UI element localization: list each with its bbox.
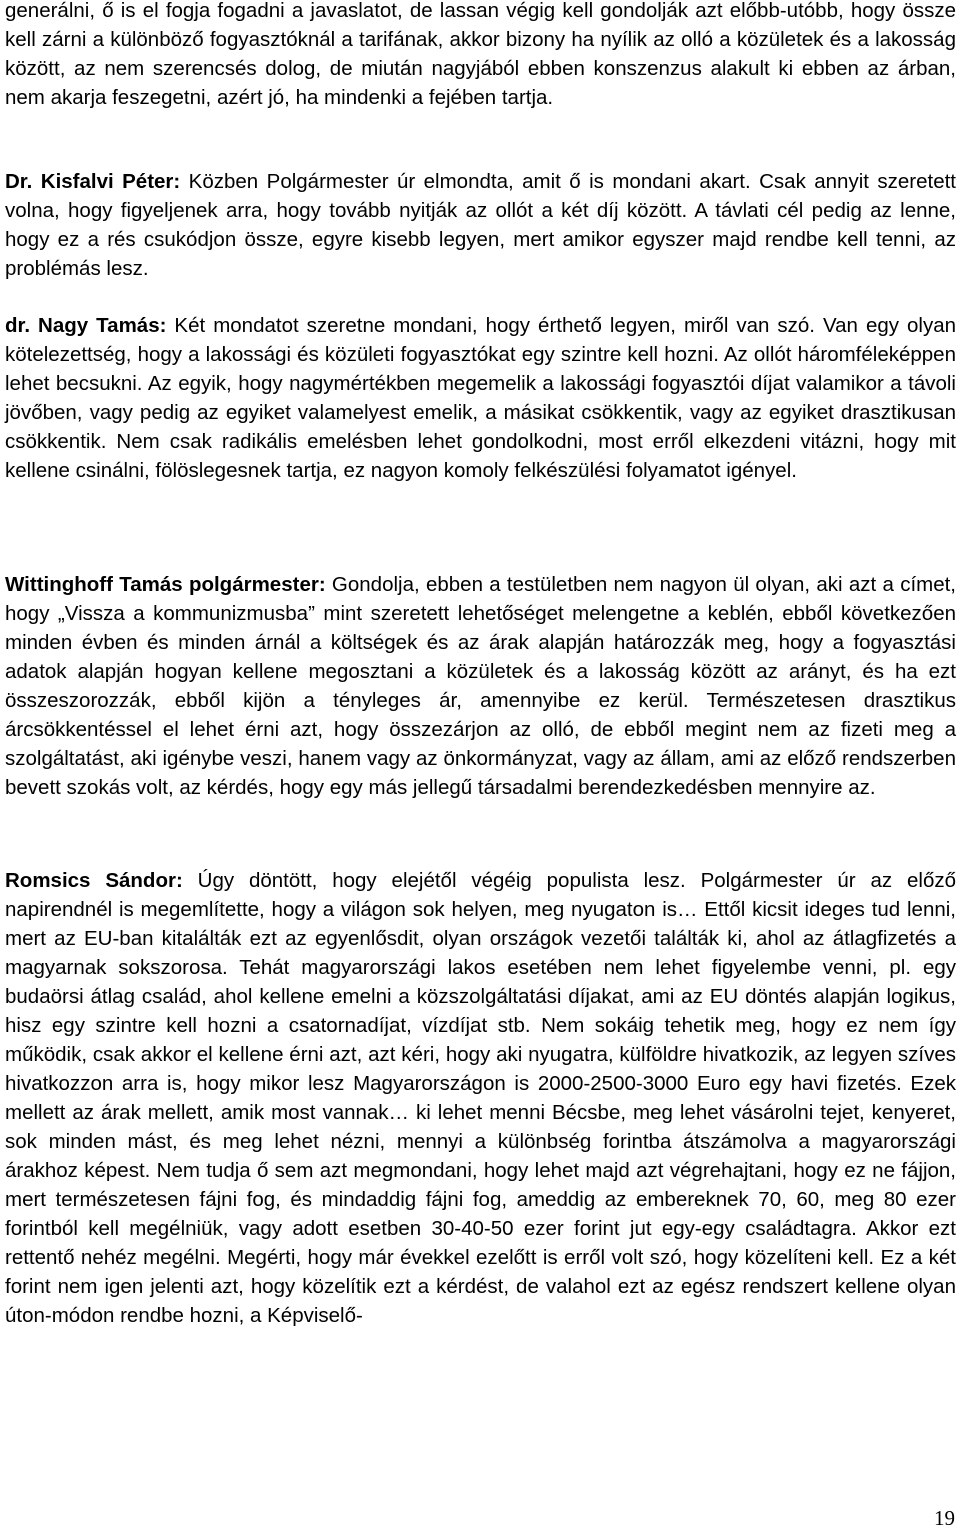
paragraph-text: generálni, ő is el fogja fogadni a javaslatot, de lassan végig kell gondolják azt előbb-utóbb, hogy össze kell zárni a különböző fogyasztóknál a tarifának, akkor bizony ha nyílik az olló a közületek és a lakosság között, az nem szerencsés dolog, de miután nagyjából ebben konszenzus alakult ki ebben az árban, nem akarja feszegetni, azért jó, ha mindenki a fejében tartja. bbox=[5, 0, 956, 109]
paragraph-nagy bbox=[5, 311, 956, 485]
page-number: 19 bbox=[934, 1506, 955, 1530]
speaker-name: Wittinghoff Tamás polgármester: bbox=[5, 573, 326, 596]
paragraph-text: Gondolja, ebben a testületben nem nagyon ül olyan, aki azt a címet, hogy „Vissza a kommunizmusba” mint szeretett lehetőséget melengetne a keblén, ebből következően minden évben és minden árnál a költségek és az árak alapján határozzák meg, hogy a fogyasztási adatok alapján hogyan kellene megosztani a közületek és a lakosság között az arányt, és ha ezt összeszorozzák, ebből kijön a tényleges ár, amennyibe ez kerül. Természetesen drasztikus árcsökkentéssel el lehet érni azt, hogy összezárjon az olló, de ebből megint nem az fizeti meg a szolgáltatást, aki igénybe veszi, hanem vagy az önkormányzat, vagy az állam, ami az előző rendszerben bevett szokás volt, az kérdés, hogy egy más jellegű társadalmi berendezkedésben mennyire az. bbox=[5, 573, 957, 799]
paragraph-text: Közben Polgármester úr elmondta, amit ő is mondani akart. Csak annyit szeretett volna, hogy figyeljenek arra, hogy tovább nyitják az ollót a két díj között. A távlati cél pedig az lenne, hogy ez a rés csukódjon össze, egyre kisebb legyen, mert amikor egyszer majd rendbe kell tenni, az problémás lesz. bbox=[5, 170, 957, 280]
paragraph-continuation bbox=[5, 0, 956, 112]
paragraph-text: Úgy döntött, hogy elejétől végéig populista lesz. Polgármester úr az előző napirendnél is megemlítette, hogy a világon sok helyen, meg nyugaton is… Ettől kicsit ideges tud lenni, mert az EU-ban kitalálták ezt az egyenlősdit, olyan országok vezetői találták ki, ahol az átlagfizetés a magyarnak sokszorosa. Tehát magyarországi lakos esetében nem lehet figyelembe venni, pl. egy budaörsi átlag család, ahol kellene emelni a közszolgáltatási díjakat, ami az EU döntés alapján logikus, hisz egy szintre kell hozni a csatornadíjat, vízdíjat stb. Nem sokáig tehetik meg, hogy ez nem így működik, csak akkor el kellene érni azt, azt kéri, hogy aki nyugatra, külföldre hivatkozik, az legyen szíves hivatkozzon arra is, hogy mikor lesz Magyarországon is 2000-2500-3000 Euro egy havi fizetés. Ezek mellett az árak mellett, amik most vannak… ki lehet menni Bécsbe, meg lehet vásárolni tejet, kenyeret, sok minden mást, és meg lehet nézni, mennyi a különbség forintba átszámolva a magyarországi árakhoz képest. Nem tudja ő sem azt megmondani, hogy lehet majd azt végrehajtani, hogy ez ne fájjon, mert természetesen fájni fog, és mindaddig fájni fog, ameddig az embereknek 70, 60, meg 80 ezer forintból kell megélniük, vagy adott esetben 30-40-50 ezer forint jut egy-egy családtagra. Akkor ezt rettentő nehéz megélni. Megérti, hogy már évekkel ezelőtt is erről volt szó, hogy közelíteni kell. Ez a két forint nem igen jelenti azt, hogy közelítik ezt a kérdést, de valahol ezt az egész rendszert kellene olyan úton-módon rendbe hozni, a Képviselő- bbox=[5, 869, 956, 1327]
paragraph-text: Két mondatot szeretne mondani, hogy érthető legyen, miről van szó. Van egy olyan kötelezettség, hogy a lakossági és közületi fogyasztókat egy szintre kell hozni. Az ollót háromféleképpen lehet becsukni. Az egyik, hogy nagymértékben megemelik a lakossági fogyasztói díjat valamikor a távoli jövőben, vagy pedig az egyiket valamelyest emelik, a másikat csökkentik, vagy az egyiket drasztikusan csökkentik. Nem csak radikális emelésben lehet gondolkodni, most erről elkezdeni vitázni, hogy mit kellene csinálni, fölöslegesnek tartja, ez nagyon komoly felkészülési folyamatot igényel. bbox=[5, 314, 956, 482]
paragraph-romsics bbox=[5, 866, 956, 1330]
paragraph-kisfalvi bbox=[5, 167, 956, 283]
speaker-name: Romsics Sándor: bbox=[5, 869, 183, 892]
speaker-name: dr. Nagy Tamás: bbox=[5, 314, 167, 337]
speaker-name: Dr. Kisfalvi Péter: bbox=[5, 170, 181, 193]
paragraph-wittinghoff bbox=[5, 570, 956, 802]
